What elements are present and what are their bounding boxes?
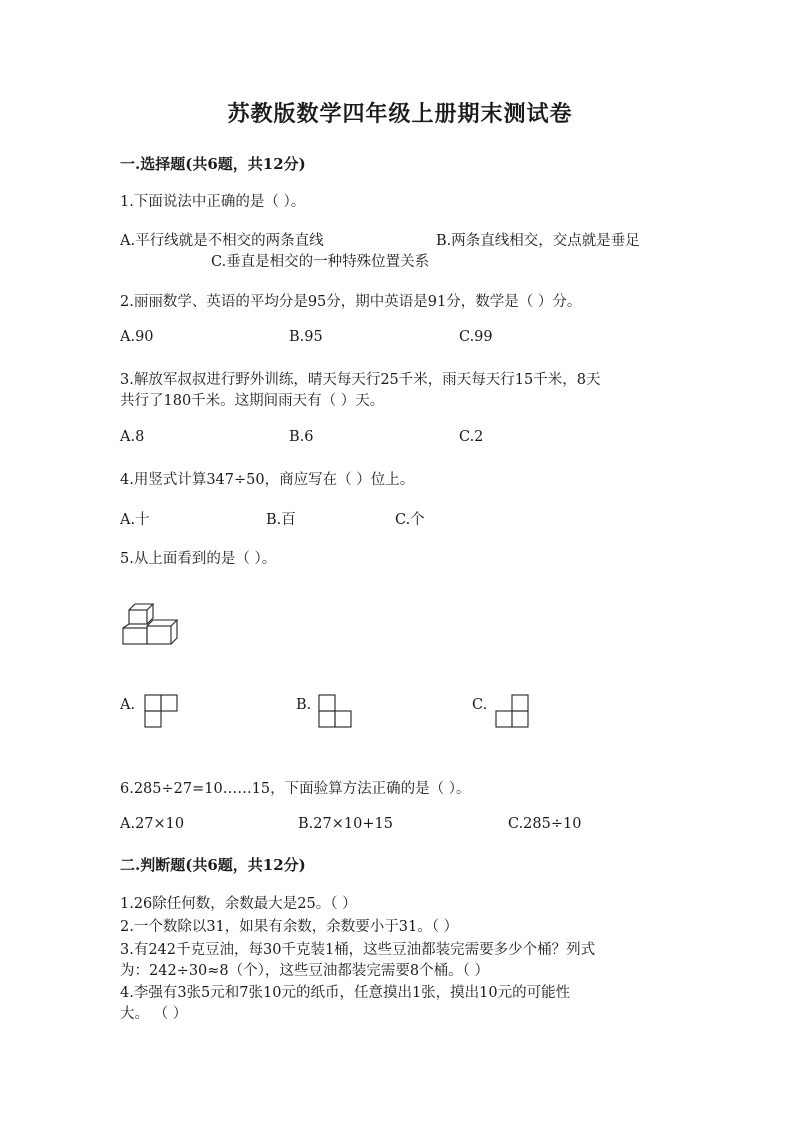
judgement-line: 2.一个数除以31，如果有余数，余数要小于31。（ ） [120, 919, 459, 935]
question-6-option-a: A.27×10 [120, 816, 185, 832]
question-6-stem: 6.285÷27=10……15，下面验算方法正确的是（ ）。 [120, 781, 471, 797]
question-3-option-b: B.6 [289, 429, 314, 445]
question-5-option-b-figure [318, 694, 352, 728]
question-1-option-b: B.两条直线相交，交点就是垂足 [436, 233, 640, 249]
question-4-option-a: A.十 [120, 512, 150, 528]
question-1-stem: 1.下面说法中正确的是（ ）。 [120, 194, 306, 210]
question-2-option-b: B.95 [289, 329, 323, 345]
question-2-stem: 2.丽丽数学、英语的平均分是95分，期中英语是91分，数学是（ ）分。 [120, 294, 582, 310]
judgement-line: 3.有242千克豆油，每30千克装1桶，这些豆油都装完需要多少个桶？列式 [120, 942, 596, 958]
question-5-option-c-figure [495, 694, 529, 728]
question-5-option-b-label: B. [296, 697, 312, 713]
question-5-stem: 5.从上面看到的是（ ）。 [120, 551, 277, 567]
question-4-option-b: B.百 [266, 512, 296, 528]
question-6-option-c: C.285÷10 [508, 816, 582, 832]
question-1-option-c: C.垂直是相交的一种特殊位置关系 [211, 254, 430, 270]
question-3-option-c: C.2 [459, 429, 484, 445]
section-heading-choice: 一.选择题(共6题，共12分) [120, 155, 306, 173]
question-3-option-a: A.8 [120, 429, 145, 445]
question-3-stem-line1: 3.解放军叔叔进行野外训练，晴天每天行25千米，雨天每天行15千米，8天 [120, 372, 601, 388]
question-2-option-c: C.99 [459, 329, 493, 345]
question-4-option-c: C.个 [395, 512, 425, 528]
page-title: 苏教版数学四年级上册期末测试卷 [227, 101, 573, 127]
cube-stack-figure [121, 602, 181, 646]
question-5-option-a-label: A. [120, 697, 136, 713]
judgement-line: 为：242÷30≈8（个），这些豆油都装完需要8个桶。（ ） [120, 963, 489, 979]
question-1-option-a: A.平行线就是不相交的两条直线 [120, 233, 324, 249]
question-5-option-a-figure [144, 694, 178, 728]
question-6-option-b: B.27×10+15 [298, 816, 393, 832]
judgement-line: 1.26除任何数，余数最大是25。（ ） [120, 896, 357, 912]
question-4-stem: 4.用竖式计算347÷50，商应写在（ ）位上。 [120, 472, 415, 488]
question-2-option-a: A.90 [120, 329, 154, 345]
question-5-option-c-label: C. [472, 697, 488, 713]
judgement-line: 大。 （ ） [120, 1006, 188, 1022]
section-heading-judgement: 二.判断题(共6题，共12分) [120, 856, 306, 874]
judgement-line: 4.李强有3张5元和7张10元的纸币，任意摸出1张，摸出10元的可能性 [120, 985, 571, 1001]
question-3-stem-line2: 共行了180千米。这期间雨天有（ ）天。 [120, 393, 385, 409]
